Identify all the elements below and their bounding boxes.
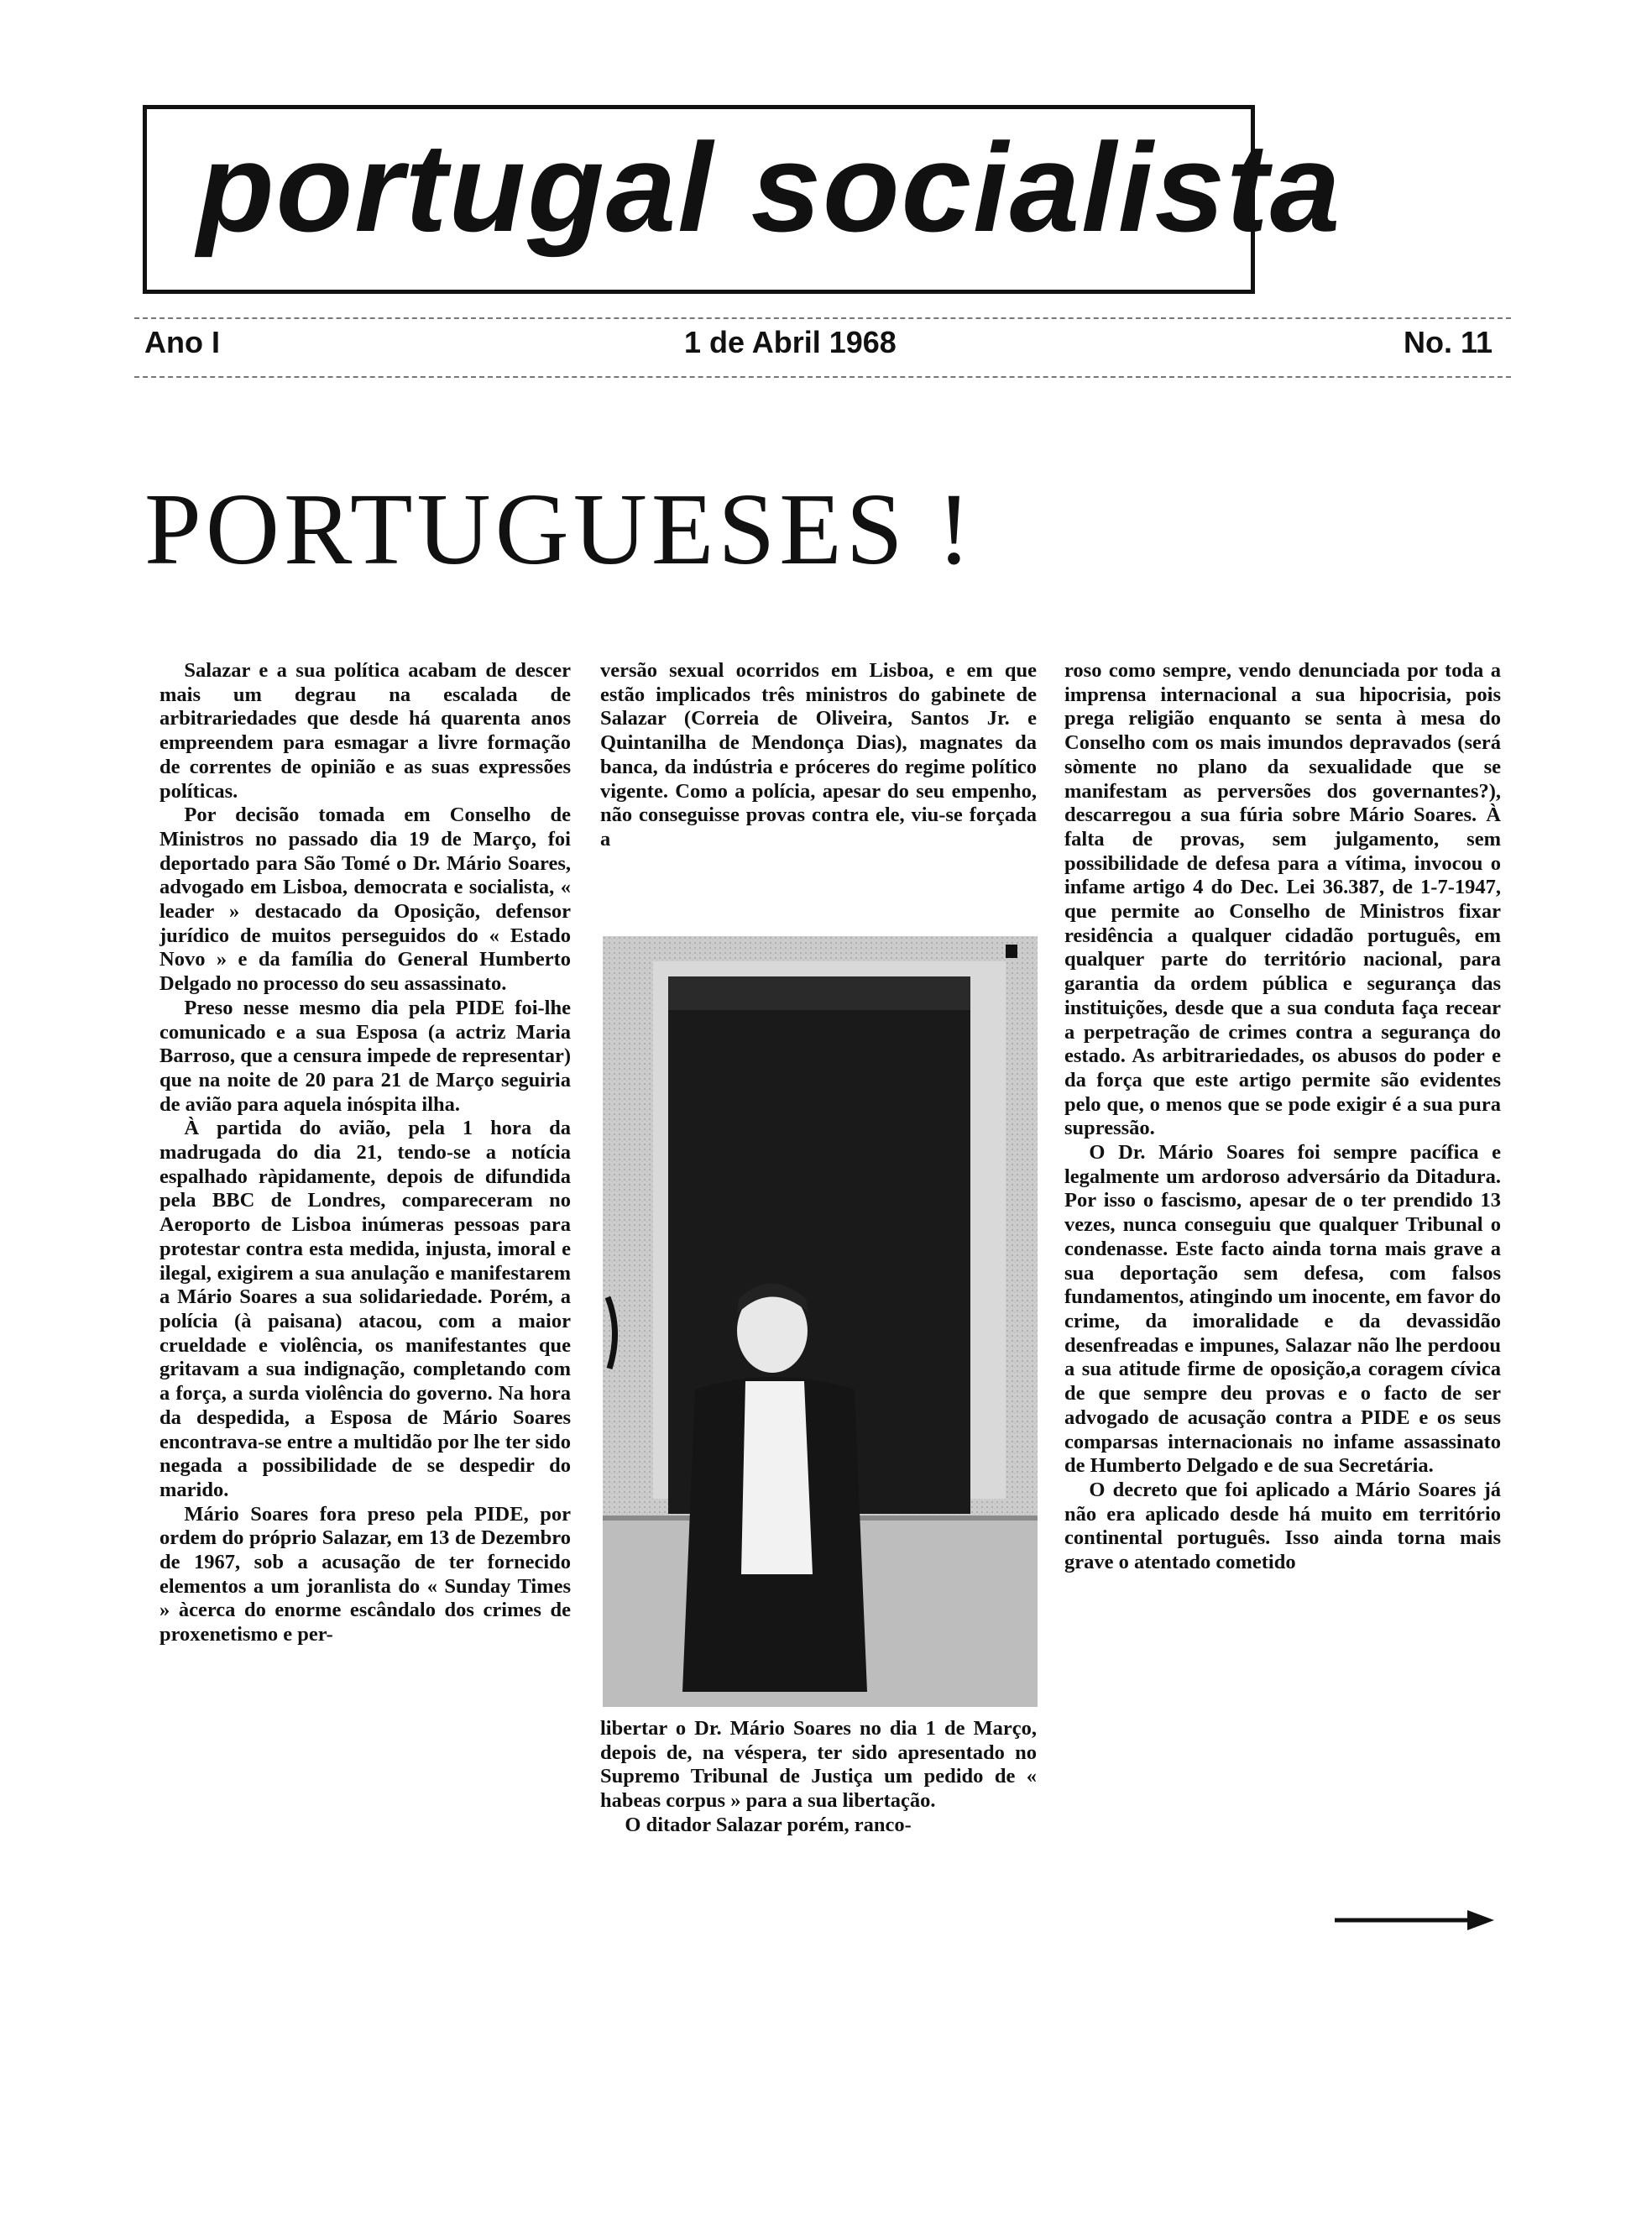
paragraph: Preso nesse mesmo dia pela PIDE foi-lhe comunicado e a sua Esposa (a actriz Maria Barroso, que a censura impede de representar) que na noite de 20 para 21 de Março seguiria de avião para aquela inóspita ilha. — [159, 996, 571, 1116]
bottom-divider — [134, 376, 1511, 378]
issue-number: No. 11 — [1404, 325, 1493, 359]
arrow-right-icon — [1335, 1908, 1494, 1933]
paragraph: À partida do avião, pela 1 hora da madrugada do dia 21, tendo-se a notícia espalhado ràpidamente, depois de difundida pela BBC de Londres, compareceram no Aeroporto de Lisboa inúmeras pessoas para protestar contra esta medida, injusta, imoral e ilegal, exigirem a sua anulação e manifestarem a Mário Soares a sua solidariedade. Porém, a polícia (à paisana) atacou, com a maior crueldade e violência, os manifestantes que gritavam a sua indignação, completando com a força, a surda violência do governo. Na hora da despedida, a Esposa de Mário Soares encontrava-se entre a multidão por lhe ter sido negada a possibilidade de se despedir do marido. — [159, 1117, 571, 1501]
article-column-3 — [1064, 659, 1501, 1575]
article-column-2-bottom — [600, 1717, 1037, 1838]
paragraph: Por decisão tomada em Conselho de Ministros no passado dia 19 de Março, foi deportado para São Tomé o Dr. Mário Soares, advogado em Lisboa, democrata e socialista, « leader » destacado da Oposição, defensor jurídico de muitos perseguidos do « Estado Novo » e da família do General Humberto Delgado no processo do seu assassinato. — [159, 804, 571, 996]
portrait-photo — [603, 936, 1038, 1707]
article-column-2-top — [600, 659, 1037, 852]
issue-date: 1 de Abril 1968 — [684, 325, 897, 359]
paragraph: roso como sempre, vendo denunciada por toda a imprensa internacional a sua hipocrisia, pois prega religião enquanto se senta à mesa do Conselho com os mais imundos depravados (será sòmente no plano da sexualidade que se manifestam as perversões dos governantes?), descarregou a sua fúria sobre Mário Soares. À falta de provas, sem julgamento, sem possibilidade de defesa para a vítima, invocou o infame artigo 4 do Dec. Lei 36.387, de 1-7-1947, que permite ao Conselho de Ministros fixar residência a qualquer cidadão português, em qualquer parte do território nacional, para garantia da ordem pública e segurança das instituições, desde que a sua conduta faça recear a perpetração de crimes contra a segurança do estado. As arbitrariedades, os abusos do poder e da força que este artigo permite são evidentes pelo que, o menos que se pode exigir é a sua pura supressão. — [1064, 659, 1501, 1140]
masthead-box — [143, 105, 1342, 294]
paragraph: libertar o Dr. Mário Soares no dia 1 de Março, depois de, na véspera, ter sido apresentado no Supremo Tribunal de Justiça um pedido de « habeas corpus » para a sua libertação. — [600, 1717, 1037, 1813]
article-column-1 — [159, 659, 571, 1647]
paragraph: O ditador Salazar porém, ranco- — [625, 1813, 912, 1836]
paragraph: O Dr. Mário Soares foi sempre pacífica e legalmente um ardoroso adversário da Ditadura. Por isso o fascismo, apesar de o ter prendido 13 vezes, nunca conseguiu que qualquer Tribunal o condenasse. Este facto ainda torna mais grave a sua deportação sem defesa, com falsos fundamentos, atingindo um inocente, em favor do crime, da imoralidade e da devassidão desenfreadas e impunes, Salazar não lhe perdoou a sua atitude firme de oposição,a coragem cívica de que sempre deu provas e o facto de ser advogado de acusação contra a PIDE e os seus comparsas internacionais no infame assassinato de Humberto Delgado e de sua Secretária. — [1064, 1141, 1501, 1478]
headline: PORTUGUESES ! — [144, 473, 975, 586]
masthead-title: portugal socialista — [197, 117, 1342, 258]
paragraph: versão sexual ocorridos em Lisboa, e em que estão implicados três ministros do gabinete de Salazar (Correia de Oliveira, Santos Jr. e Quintanilha de Mendonça Dias), magnates da banca, da indústria e próceres do regime político vigente. Como a polícia, apesar do seu empenho, não conseguisse provas contra ele, viu-se forçada a — [600, 659, 1037, 851]
paragraph: O decreto que foi aplicado a Mário Soares já não era aplicado desde há muito em território continental português. Isso ainda torna mais grave o atentado cometido — [1064, 1478, 1501, 1574]
issue-year: Ano I — [144, 325, 220, 359]
paragraph: Mário Soares fora preso pela PIDE, por ordem do próprio Salazar, em 13 de Dezembro de 1967, sob a acusação de ter fornecido elementos a um joranlista do « Sunday Times » àcerca do enorme escândalo dos crimes de proxenetismo e per- — [159, 1502, 571, 1646]
paragraph: Salazar e a sua política acabam de descer mais um degrau na escalada de arbitrariedades que desde há quarenta anos empreendem para esmagar a livre formação de correntes de opinião e as suas expressões políticas. — [159, 659, 571, 803]
portrait-photo-image — [603, 936, 1038, 1707]
top-divider — [134, 317, 1511, 319]
